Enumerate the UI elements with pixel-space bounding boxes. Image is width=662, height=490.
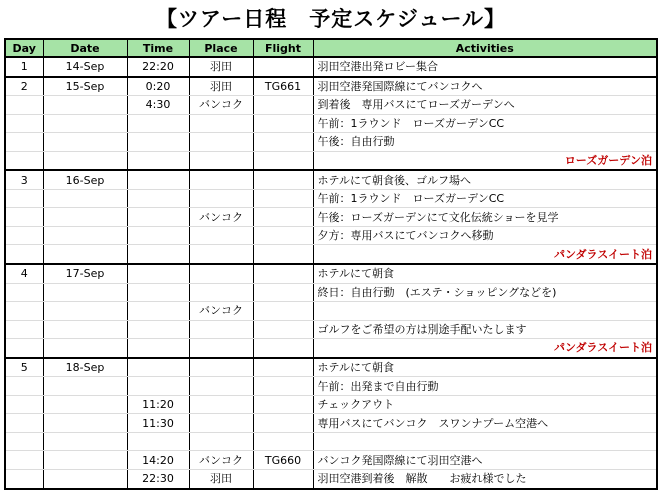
place-cell: バンコク: [189, 208, 253, 227]
time-cell: 11:20: [127, 395, 189, 414]
activity-cell: チェックアウト: [313, 395, 657, 414]
place-cell: [189, 114, 253, 133]
activity-cell: 午前：1ラウンド ローズガーデンCC: [313, 114, 657, 133]
place-cell: [189, 226, 253, 245]
place-cell: [189, 151, 253, 170]
day-cell: [5, 133, 43, 152]
time-cell: 14:20: [127, 451, 189, 470]
day-cell: 1: [5, 57, 43, 77]
place-cell: [189, 133, 253, 152]
lodging-cell: パンダラスイート泊: [313, 245, 657, 264]
flight-cell: [253, 189, 313, 208]
time-cell: 11:30: [127, 414, 189, 433]
time-cell: [127, 114, 189, 133]
day-cell: [5, 151, 43, 170]
place-cell: [189, 358, 253, 377]
date-cell: [43, 451, 127, 470]
flight-cell: [253, 114, 313, 133]
column-header-date: Date: [43, 39, 127, 57]
time-cell: 4:30: [127, 96, 189, 115]
date-cell: [43, 96, 127, 115]
time-cell: [127, 358, 189, 377]
place-cell: [189, 377, 253, 396]
flight-cell: [253, 358, 313, 377]
flight-cell: [253, 226, 313, 245]
activity-cell: ホテルにて朝食: [313, 264, 657, 283]
time-cell: [127, 226, 189, 245]
place-cell: 羽田: [189, 57, 253, 77]
table-row: [5, 114, 657, 133]
time-cell: [127, 245, 189, 264]
place-cell: [189, 320, 253, 339]
activity-cell: 羽田空港発国際線にてバンコクへ: [313, 77, 657, 96]
date-cell: [43, 339, 127, 358]
day-cell: 3: [5, 170, 43, 189]
table-row: [5, 77, 657, 96]
lodging-cell: パンダラスイート泊: [313, 339, 657, 358]
activity-cell: 午前：出発まで自由行動: [313, 377, 657, 396]
activity-cell: ホテルにて朝食後、ゴルフ場へ: [313, 170, 657, 189]
day-cell: [5, 283, 43, 302]
activity-cell: 羽田空港到着後 解散 お疲れ様でした: [313, 470, 657, 489]
flight-cell: [253, 264, 313, 283]
place-cell: 羽田: [189, 77, 253, 96]
date-cell: [43, 208, 127, 227]
schedule-table: [4, 38, 658, 490]
date-cell: [43, 133, 127, 152]
day-cell: [5, 470, 43, 489]
table-row: [5, 414, 657, 433]
date-cell: [43, 245, 127, 264]
table-row: [5, 283, 657, 302]
activity-cell: [313, 302, 657, 321]
date-cell: 16-Sep: [43, 170, 127, 189]
flight-cell: [253, 57, 313, 77]
date-cell: [43, 395, 127, 414]
place-cell: [189, 283, 253, 302]
table-row: [5, 133, 657, 152]
time-cell: [127, 264, 189, 283]
table-row: [5, 226, 657, 245]
column-header-flight: Flight: [253, 39, 313, 57]
activity-cell: 羽田空港出発ロビー集合: [313, 57, 657, 77]
date-cell: [43, 189, 127, 208]
table-row: [5, 170, 657, 189]
flight-cell: [253, 432, 313, 451]
day-cell: 4: [5, 264, 43, 283]
date-cell: [43, 151, 127, 170]
date-cell: [43, 432, 127, 451]
time-cell: 22:20: [127, 57, 189, 77]
activity-cell: 夕方：専用バスにてバンコクへ移動: [313, 226, 657, 245]
table-header: [5, 39, 657, 57]
flight-cell: [253, 470, 313, 489]
flight-cell: [253, 170, 313, 189]
date-cell: [43, 226, 127, 245]
table-row: [5, 451, 657, 470]
place-cell: [189, 339, 253, 358]
time-cell: [127, 133, 189, 152]
time-cell: [127, 170, 189, 189]
place-cell: [189, 245, 253, 264]
day-cell: [5, 414, 43, 433]
time-cell: 22:30: [127, 470, 189, 489]
activity-cell: 専用バスにてバンコク スワンナプーム空港へ: [313, 414, 657, 433]
activity-cell: ゴルフをご希望の方は別途手配いたします: [313, 320, 657, 339]
flight-cell: [253, 377, 313, 396]
flight-cell: [253, 283, 313, 302]
place-cell: [189, 414, 253, 433]
activity-cell: バンコク発国際線にて羽田空港へ: [313, 451, 657, 470]
day-cell: [5, 432, 43, 451]
lodging-cell: ローズガーデン泊: [313, 151, 657, 170]
table-row: [5, 470, 657, 489]
day-cell: [5, 320, 43, 339]
time-cell: [127, 283, 189, 302]
flight-cell: TG661: [253, 77, 313, 96]
date-cell: 18-Sep: [43, 358, 127, 377]
flight-cell: TG660: [253, 451, 313, 470]
day-cell: [5, 189, 43, 208]
place-cell: 羽田: [189, 470, 253, 489]
place-cell: [189, 395, 253, 414]
date-cell: [43, 114, 127, 133]
day-cell: [5, 245, 43, 264]
table-row: [5, 151, 657, 170]
time-cell: [127, 432, 189, 451]
date-cell: [43, 470, 127, 489]
day-cell: [5, 395, 43, 414]
date-cell: [43, 377, 127, 396]
page-title: 【ツアー日程 予定スケジュール】: [155, 6, 507, 31]
time-cell: [127, 320, 189, 339]
activity-cell: 午前：1ラウンド ローズガーデンCC: [313, 189, 657, 208]
table-row: [5, 395, 657, 414]
place-cell: バンコク: [189, 451, 253, 470]
column-header-day: Day: [5, 39, 43, 57]
time-cell: [127, 302, 189, 321]
table-row: [5, 57, 657, 77]
place-cell: [189, 189, 253, 208]
day-cell: [5, 377, 43, 396]
day-cell: 5: [5, 358, 43, 377]
flight-cell: [253, 414, 313, 433]
table-row: [5, 208, 657, 227]
table-row: [5, 320, 657, 339]
table-row: [5, 339, 657, 358]
place-cell: バンコク: [189, 302, 253, 321]
table-row: [5, 302, 657, 321]
flight-cell: [253, 320, 313, 339]
date-cell: 15-Sep: [43, 77, 127, 96]
flight-cell: [253, 151, 313, 170]
activity-cell: 午後：ローズガーデンにて文化伝統ショーを見学: [313, 208, 657, 227]
column-header-place: Place: [189, 39, 253, 57]
table-row: [5, 189, 657, 208]
flight-cell: [253, 302, 313, 321]
date-cell: [43, 283, 127, 302]
flight-cell: [253, 395, 313, 414]
day-cell: [5, 114, 43, 133]
day-cell: [5, 302, 43, 321]
place-cell: [189, 170, 253, 189]
date-cell: 14-Sep: [43, 57, 127, 77]
table-row: [5, 377, 657, 396]
table-row: [5, 264, 657, 283]
column-header-activities: Activities: [313, 39, 657, 57]
activity-cell: [313, 432, 657, 451]
flight-cell: [253, 208, 313, 227]
flight-cell: [253, 96, 313, 115]
day-cell: [5, 339, 43, 358]
table-row: [5, 432, 657, 451]
table-row: [5, 96, 657, 115]
day-cell: 2: [5, 77, 43, 96]
activity-cell: 到着後 専用バスにてローズガーデンへ: [313, 96, 657, 115]
place-cell: [189, 264, 253, 283]
time-cell: [127, 377, 189, 396]
day-cell: [5, 451, 43, 470]
day-cell: [5, 96, 43, 115]
flight-cell: [253, 133, 313, 152]
flight-cell: [253, 245, 313, 264]
date-cell: 17-Sep: [43, 264, 127, 283]
place-cell: バンコク: [189, 96, 253, 115]
day-cell: [5, 208, 43, 227]
time-cell: [127, 151, 189, 170]
date-cell: [43, 320, 127, 339]
flight-cell: [253, 339, 313, 358]
activity-cell: 午後：自由行動: [313, 133, 657, 152]
column-header-time: Time: [127, 39, 189, 57]
date-cell: [43, 414, 127, 433]
date-cell: [43, 302, 127, 321]
time-cell: [127, 189, 189, 208]
activity-cell: 終日：自由行動 (エステ・ショッピングなどを): [313, 283, 657, 302]
time-cell: 0:20: [127, 77, 189, 96]
time-cell: [127, 208, 189, 227]
table-row: [5, 358, 657, 377]
table-row: [5, 245, 657, 264]
header-row: [5, 39, 657, 57]
day-cell: [5, 226, 43, 245]
activity-cell: ホテルにて朝食: [313, 358, 657, 377]
table-body: [5, 57, 657, 489]
place-cell: [189, 432, 253, 451]
time-cell: [127, 339, 189, 358]
